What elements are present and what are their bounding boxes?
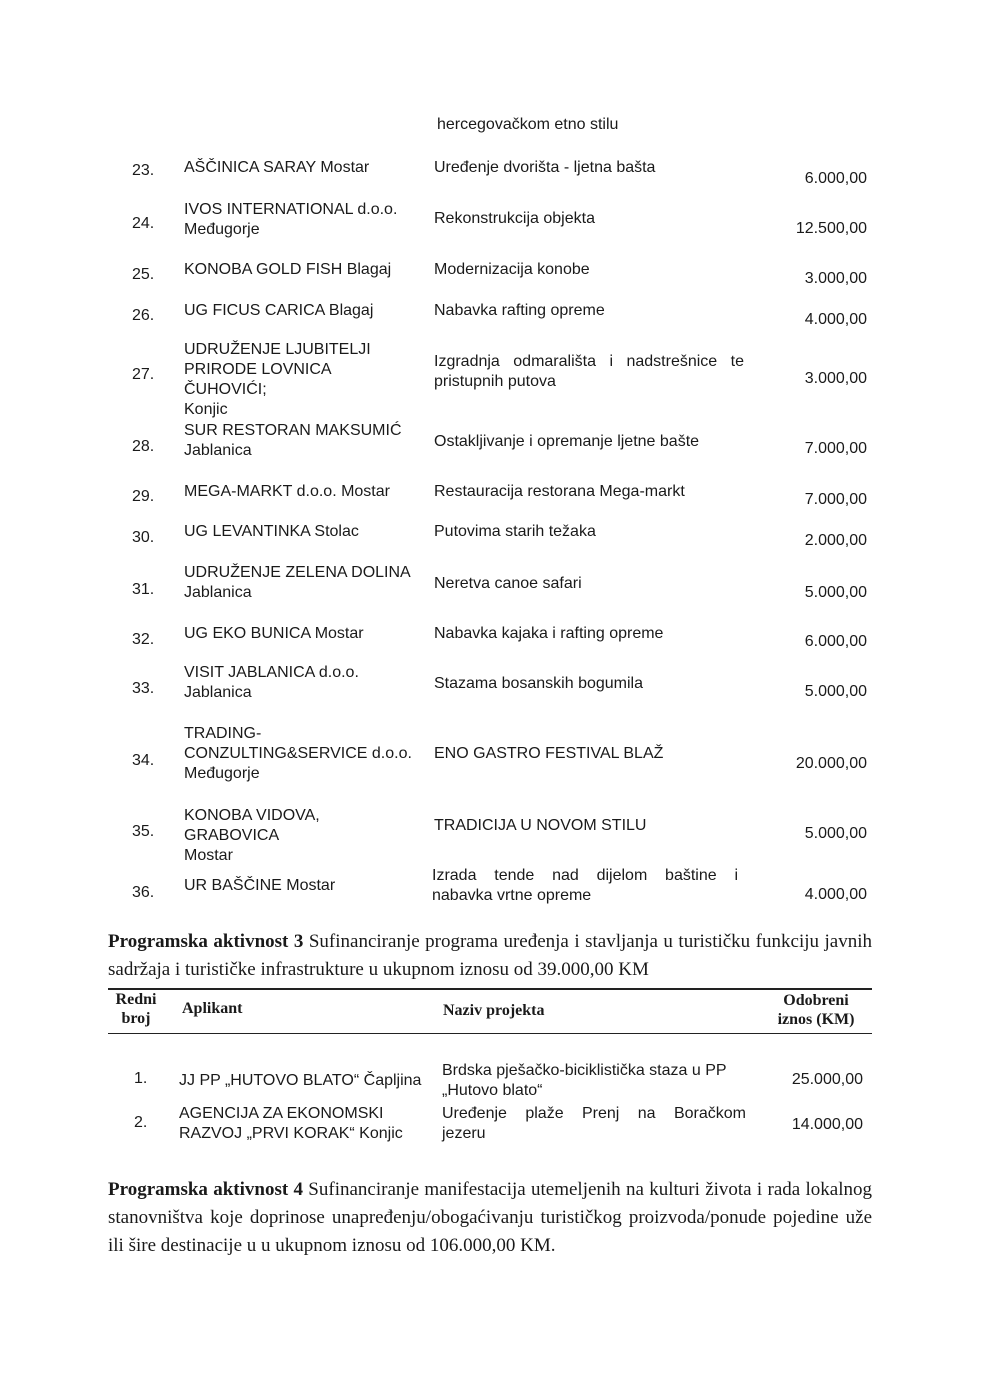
list-item	[0, 200, 1000, 238]
project-line: Stazama bosanskih bogumila	[434, 675, 644, 692]
project-line: Putovima starih težaka	[434, 523, 596, 540]
amount: 2.000,00	[804, 532, 867, 549]
header-col-amount	[760, 991, 872, 1029]
amount: 25.000,00	[791, 1071, 863, 1088]
project-line: ENO GASTRO FESTIVAL BLAŽ	[434, 745, 664, 762]
amount: 7.000,00	[804, 491, 867, 508]
applicant-line: UG FICUS CARICA Blagaj	[184, 302, 374, 319]
project-name	[434, 522, 744, 542]
applicant-name	[179, 1071, 429, 1091]
programme-3-paragraph	[108, 928, 872, 984]
applicant-line: AŠČINICA SARAY Mostar	[184, 159, 370, 176]
applicant-line: MEGA-MARKT d.o.o. Mostar	[184, 483, 390, 500]
applicant-line: SUR RESTORAN MAKSUMIĆ	[184, 422, 402, 439]
amount: 5.000,00	[804, 683, 867, 700]
row-number: 34.	[132, 752, 155, 769]
programme-3-label: Programska aktivnost 3	[108, 931, 304, 952]
row-number: 24.	[132, 215, 155, 232]
project-name	[434, 482, 744, 502]
project-line: Izgradnja odmarališta i nadstrešnice te	[434, 353, 744, 370]
amount: 14.000,00	[791, 1116, 863, 1133]
list-item	[0, 806, 1000, 864]
project-line: Restauracija restorana Mega-markt	[434, 483, 685, 500]
list-item	[0, 866, 1000, 904]
project-name	[432, 866, 738, 906]
row-number: 25.	[132, 266, 155, 283]
table-header	[108, 988, 872, 1034]
applicant-name	[184, 301, 414, 321]
programme-4-label: Programska aktivnost 4	[108, 1179, 303, 1200]
row-number: 35.	[132, 823, 155, 840]
applicant-line: IVOS INTERNATIONAL d.o.o.	[184, 201, 398, 218]
list-item	[0, 563, 1000, 601]
list-item	[0, 340, 1000, 418]
project-line: Rekonstrukcija objekta	[434, 210, 595, 227]
project-name	[434, 209, 744, 229]
list-item	[0, 663, 1000, 701]
amount: 4.000,00	[804, 886, 867, 903]
row-number: 32.	[132, 631, 155, 648]
list-item	[0, 522, 1000, 549]
applicant-line: Jablanica	[184, 584, 252, 601]
project-name	[434, 674, 744, 694]
applicant-name	[184, 876, 414, 896]
project-line: Neretva canoe safari	[434, 575, 582, 592]
table-bottom-rule	[108, 1033, 872, 1034]
amount: 20.000,00	[795, 755, 867, 772]
applicant-name	[184, 260, 414, 280]
continuation-text: hercegovačkom etno stilu	[437, 116, 619, 133]
list-item	[0, 421, 1000, 459]
project-line: Modernizacija konobe	[434, 261, 590, 278]
amount: 6.000,00	[804, 170, 867, 187]
project-name	[434, 624, 744, 644]
applicant-line: VISIT JABLANICA d.o.o.	[184, 664, 359, 681]
applicant-line: JJ PP „HUTOVO BLATO“ Čapljina	[179, 1072, 422, 1089]
applicant-line: UDRUŽENJE LJUBITELJI	[184, 341, 371, 358]
list-item	[0, 301, 1000, 328]
amount: 3.000,00	[804, 370, 867, 387]
row-number: 29.	[132, 488, 155, 505]
header-line: Redni	[115, 991, 157, 1008]
applicant-name	[184, 482, 414, 502]
applicant-line: TRADING-	[184, 725, 262, 742]
project-line: nabavka vrtne opreme	[432, 887, 592, 904]
amount: 4.000,00	[804, 311, 867, 328]
header-line: Odobreni	[783, 992, 849, 1009]
list-item	[0, 482, 1000, 508]
row-number: 23.	[132, 162, 155, 179]
project-name	[434, 352, 744, 392]
list-item	[0, 158, 1000, 187]
applicant-name	[184, 563, 414, 603]
applicant-line: AGENCIJA ZA EKONOMSKI	[179, 1105, 384, 1122]
project-line: Izrada tende nad dijelom baštine i	[432, 867, 738, 884]
row-number: 2.	[134, 1114, 148, 1131]
applicant-name	[184, 200, 414, 240]
project-line: jezeru	[442, 1125, 486, 1142]
project-name	[434, 301, 744, 321]
list-item	[0, 260, 1000, 287]
applicant-line: UDRUŽENJE ZELENA DOLINA	[184, 564, 411, 581]
project-name	[434, 260, 744, 280]
applicant-name	[184, 806, 414, 866]
project-line: „Hutovo blato“	[442, 1082, 543, 1099]
applicant-line: Međugorje	[184, 765, 260, 782]
header-col-project: Naziv projekta	[443, 1002, 545, 1019]
row-number: 33.	[132, 680, 155, 697]
amount: 12.500,00	[795, 220, 867, 237]
project-name	[434, 432, 744, 452]
project-name	[434, 744, 744, 764]
table-row	[0, 1104, 1000, 1142]
list-item	[0, 624, 1000, 650]
project-line: Nabavka kajaka i rafting opreme	[434, 625, 664, 642]
list-item	[0, 724, 1000, 782]
project-line: TRADICIJA U NOVOM STILU	[434, 817, 647, 834]
row-number: 26.	[132, 307, 155, 324]
header-line: iznos (KM)	[777, 1011, 855, 1028]
amount: 5.000,00	[804, 584, 867, 601]
project-line: Uređenje plaže Prenj na Boračkom	[442, 1105, 746, 1122]
applicant-name	[184, 724, 414, 784]
project-line: Brdska pješačko-biciklistička staza u PP	[442, 1062, 727, 1079]
header-col-number	[108, 990, 164, 1028]
applicant-line: Konjic	[184, 401, 228, 418]
applicant-line: UG EKO BUNICA Mostar	[184, 625, 364, 642]
project-line: Nabavka rafting opreme	[434, 302, 605, 319]
applicant-line: Jablanica	[184, 684, 252, 701]
table-top-rule	[108, 988, 872, 990]
applicant-name	[179, 1104, 429, 1144]
applicant-line: RAZVOJ „PRVI KORAK“ Konjic	[179, 1125, 403, 1142]
applicant-name	[184, 340, 414, 420]
applicant-line: Mostar	[184, 847, 233, 864]
programme-4-text: Sufinanciranje manifestacija utemeljenih na kulturi života i rada lokalnog stanovništva koje doprinose unapređenju/obogaćivanju turističkog proizvoda/ponude pojedine uže ili šire destinacije u u ukupnom iznosu od 106.000,00 KM.	[108, 1179, 872, 1256]
row-number: 36.	[132, 884, 155, 901]
applicant-line: UR BAŠČINE Mostar	[184, 877, 336, 894]
applicant-name	[184, 663, 414, 703]
row-number: 1.	[134, 1070, 148, 1087]
amount: 7.000,00	[804, 440, 867, 457]
applicant-line: Međugorje	[184, 221, 260, 238]
applicant-line: Jablanica	[184, 442, 252, 459]
applicant-name	[184, 158, 414, 178]
amount: 3.000,00	[804, 270, 867, 287]
amount: 6.000,00	[804, 633, 867, 650]
project-name	[442, 1061, 748, 1101]
applicant-name	[184, 421, 414, 461]
project-name	[434, 816, 744, 836]
row-number: 28.	[132, 438, 155, 455]
header-line: broj	[121, 1010, 151, 1027]
project-name	[434, 574, 744, 594]
project-line: Ostakljivanje i opremanje ljetne bašte	[434, 433, 700, 450]
applicant-line: UG LEVANTINKA Stolac	[184, 523, 359, 540]
applicant-name	[184, 624, 414, 644]
project-line: Uređenje dvorišta - ljetna bašta	[434, 159, 656, 176]
applicant-line: KONOBA VIDOVA, GRABOVICA	[184, 807, 320, 844]
applicant-line: CONZULTING&SERVICE d.o.o.	[184, 745, 412, 762]
applicant-line: PRIRODE LOVNICA ČUHOVIĆI;	[184, 361, 331, 398]
row-number: 31.	[132, 581, 155, 598]
programme-3-text: Sufinanciranje programa uređenja i stavljanja u turističku funkciju javnih sadržaja i turističke infrastrukture u ukupnom iznosu od 39.000,00 KM	[108, 931, 872, 980]
row-number: 27.	[132, 366, 155, 383]
row-number: 30.	[132, 529, 155, 546]
table-row	[0, 1061, 1000, 1099]
project-name	[434, 158, 744, 178]
project-name	[442, 1104, 746, 1144]
project-line: pristupnih putova	[434, 373, 556, 390]
header-col-applicant: Aplikant	[182, 1000, 243, 1017]
amount: 5.000,00	[804, 825, 867, 842]
programme-4-paragraph	[108, 1176, 872, 1260]
applicant-line: KONOBA GOLD FISH Blagaj	[184, 261, 392, 278]
applicant-name	[184, 522, 414, 542]
